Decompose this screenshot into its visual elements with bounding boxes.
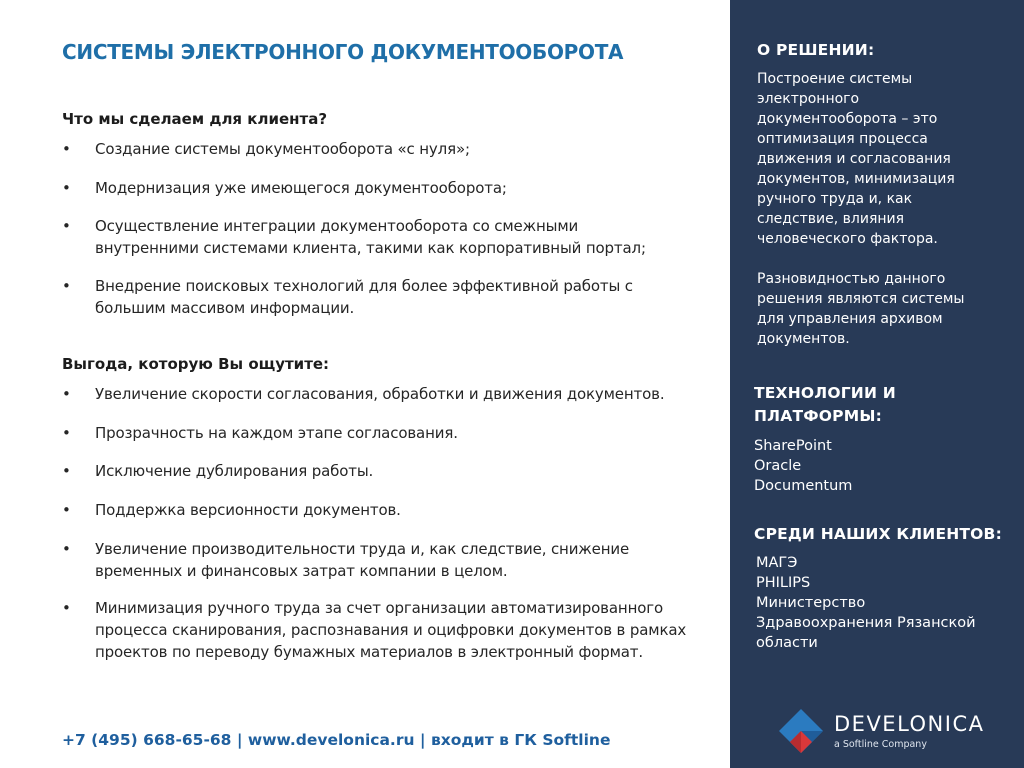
list-item: • Увеличение производительности труда и, как следствие, снижение временных и финансовых затрат компании в целом. xyxy=(62,540,630,580)
bullet-icon: • xyxy=(62,424,71,442)
list-item: • Исключение дублирования работы. xyxy=(62,462,374,480)
about-text: Построение системы электронного документооборота – это оптимизация процесса движения и согласования документов, минимизация ручного труда и, как следствие, влияния человеческого фактора. xyxy=(757,71,955,247)
section-heading-what-we-do: Что мы сделаем для клиента? xyxy=(62,110,328,128)
bullet-icon: • xyxy=(62,599,71,617)
about-text-archive: Разновидностью данного решения являются системы для управления архивом документов. xyxy=(757,271,965,347)
list-item: • Увеличение скорости согласования, обработки и движения документов. xyxy=(62,385,665,403)
client-item: PHILIPS xyxy=(756,575,811,591)
bullet-icon: • xyxy=(62,501,71,519)
bullet-icon: • xyxy=(62,140,71,158)
bullet-icon: • xyxy=(62,217,71,235)
list-item: • Модернизация уже имеющегося документооборота; xyxy=(62,179,507,197)
list-item: • Прозрачность на каждом этапе согласования. xyxy=(62,424,458,442)
logo-name: DEVELONICA xyxy=(834,712,985,736)
tech-item: SharePoint xyxy=(754,438,832,454)
tech-heading: ТЕХНОЛОГИИ И ПЛАТФОРМЫ: xyxy=(754,384,896,425)
list-item: • Осуществление интеграции документооборота со смежными внутренними системами клиента, такими как корпоративный портал; xyxy=(62,217,646,257)
bullet-icon: • xyxy=(62,462,71,480)
list-item: • Внедрение поисковых технологий для более эффективной работы с большим массивом информации. xyxy=(62,277,633,317)
tech-item: Oracle xyxy=(754,458,802,474)
clients-list xyxy=(756,553,996,653)
bullet-icon: • xyxy=(62,385,71,403)
list-item: • Минимизация ручного труда за счет организации автоматизированного процесса сканирования, распознавания и оцифровки документов в рамках проектов по переводу бумажных материалов в электронный формат. xyxy=(62,599,687,661)
bullet-icon: • xyxy=(62,179,71,197)
tech-item: Documentum xyxy=(754,478,853,494)
list-item: • Создание системы документооборота «с нуля»; xyxy=(62,140,470,158)
page-title: СИСТЕМЫ ЭЛЕКТРОННОГО ДОКУМЕНТООБОРОТА xyxy=(62,40,624,64)
client-item: Министерство Здравоохранения Рязанской области xyxy=(756,595,976,651)
tech-list xyxy=(754,436,1004,496)
about-heading: О РЕШЕНИИ: xyxy=(757,41,875,59)
client-item: МАГЭ xyxy=(756,555,798,571)
logo-mark-icon xyxy=(778,708,824,754)
develonica-logo[interactable] xyxy=(778,708,985,758)
bullet-icon: • xyxy=(62,540,71,558)
sidebar xyxy=(730,0,1024,768)
section-heading-benefits: Выгода, которую Вы ощутите: xyxy=(62,355,330,373)
list-item: • Поддержка версионности документов. xyxy=(62,501,401,519)
bullet-icon: • xyxy=(62,277,71,295)
footer-contacts: +7 (495) 668-65-68 | www.develonica.ru | входит в ГК Softline xyxy=(62,731,611,749)
clients-heading: СРЕДИ НАШИХ КЛИЕНТОВ: xyxy=(754,525,1002,543)
logo-tagline: a Softline Company xyxy=(834,739,927,750)
